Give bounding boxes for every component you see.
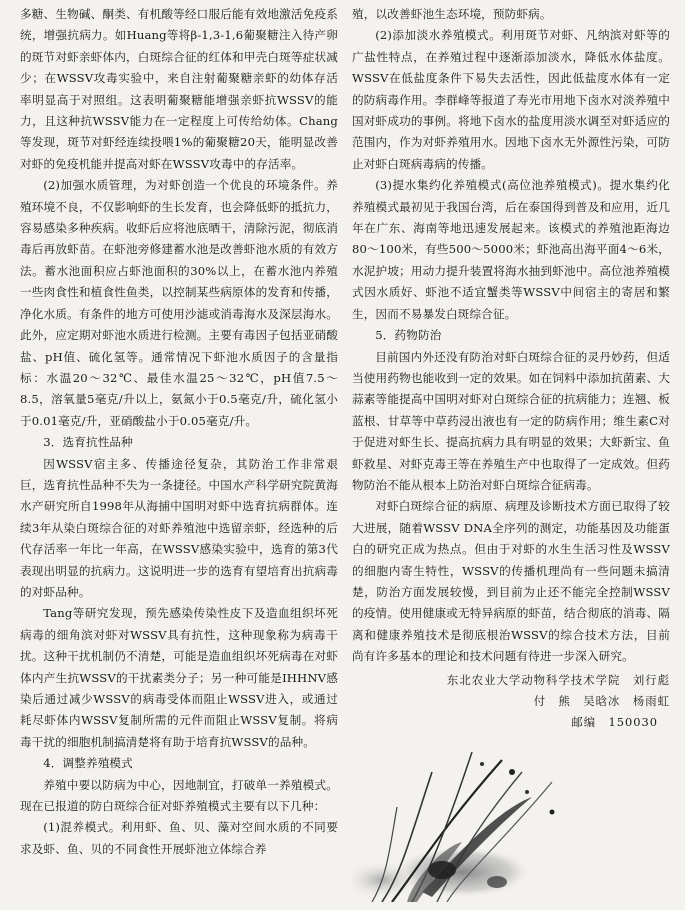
paragraph-polyculture: (1)混养模式。利用虾、鱼、贝、藻对空间水质的不同要求及虾、鱼、贝的不同食性开展虾池立体综合养 (20, 820, 338, 856)
paragraph-drugs: 目前国内外还没有防治对虾白斑综合征的灵丹妙药，但适当使用药物也能收到一定的效果。如在饲料中添加抗菌素、大蒜素等能提高中国明对虾对白斑综合征的抗病能力；连翘、板蓝根、甘草等中草药浸出液也有一定的防病作用；维生素C对于促进对虾生长、提高抗病力具有明显的效果；大虾新宝、鱼虾救星、对虾克毒王等在养殖生产中也取得了一定成效。但药物防治不能从根本上防治对虾白斑综合征病毒。 (352, 349, 670, 492)
author-signature (352, 670, 670, 733)
author-name: 刘行彪 (632, 672, 670, 687)
paragraph-breeding: 因WSSV宿主多、传播途径复杂，其防治工作非常艰巨，选育抗性品种不失为一条捷径。中国水产科学研究院黄海水产研究所自1998年从海捕中国明对虾中选育抗病群体。连续3年从染白斑综合征的对虾养殖池中选留亲虾，经选种的后代存活率一年比一年高，在WSSV感染实验中，选育的第3代表现出明显的抗病力。这说明进一步的选育有望培育出抗病毒的对虾品种。 (20, 456, 338, 599)
section-heading-drugs: 5．药物防治 (375, 328, 442, 343)
postcode: 邮编 150030 (571, 714, 658, 729)
section-heading-breeding: 3．选育抗性品种 (43, 435, 133, 450)
paragraph-virus-interference: Tang等研究发现，预先感染传染性皮下及造血组织坏死病毒的细角滨对虾对WSSV具有抗性，这种现象称为病毒干扰。这种干扰机制仍不清楚，可能是造血组织坏死病毒在对虾体内产生抗WSSV的干扰素类分子；另一种可能是IHHNV感染后通过减少WSSV的病毒受体而阻止WSSV进入，或通过耗尽虾体内WSSV复制所需的元件而阻止WSSV复制。将病毒干扰的细胞机制搞清楚将有助于培育抗WSSV的品种。 (20, 606, 338, 749)
left-column (20, 4, 338, 860)
paragraph-conclusion: 对虾白斑综合征的病原、病理及诊断技术方面已取得了较大进展，随着WSSV DNA全序列的测定，功能基因及功能蛋白的研究正成为热点。但由于对虾的水生生活习性及WSSV的细胞内寄生特性，WSSV的传播机理尚有一些问题未搞清楚，防治方面发展较慢，到目前为止还不能完全控制WSSV的疫情。使用健康或无特异病原的虾苗，结合彻底的消毒、隔离和健康养殖技术是彻底根治WSSV的综合技术方法，目前尚有许多基本的理论和技术问题有待进一步深入研究。 (352, 499, 670, 664)
ink-plant-illustration (352, 752, 670, 902)
affiliation: 东北农业大学动物科学技术学院 (446, 672, 621, 687)
paragraph-water-quality: (2)加强水质管理，为对虾创造一个优良的环境条件。养殖环境不良，不仅影响虾的生长发育，也会降低虾的抵抗力，容易感染多种疾病。收虾后应将池底晒干，清除污泥，彻底消毒后再放虾苗。在虾池旁修建蓄水池是改善虾池水质的有效方法。蓄水池面积应占虾池面积的30%以上，在蓄水池内养殖一些肉食性和植食性鱼类，以控制某些病原体的发育和传播，净化水质。有条件的地方可使用沙滤或消毒海水及深层海水。此外，应定期对虾池水质进行检测。主要有毒因子包括亚硝酸盐、pH值、硫化氢等。通常情况下虾池水质因子的含量指标：水温20～32℃、最佳水温25～32℃，pH值7.5～8.5，溶氧量5毫克/升以上，氨氮小于0.5毫克/升，硫化氢小于0.01毫克/升，亚硝酸盐小于0.05毫克/升。 (20, 178, 338, 428)
co-authors: 付 熊 吴晗冰 杨雨虹 (533, 693, 670, 708)
right-column (352, 4, 670, 733)
section-heading-farming-mode: 4．调整养殖模式 (43, 756, 133, 771)
paragraph-glucan: 多糖、生物碱、酮类、有机酸等经口服后能有效地激活免疫系统，增强抗病力。如Huang等将β-1,3-1,6葡聚糖注入待产卵的斑节对虾亲虾体内，白斑综合征的红体和甲壳白斑等症状减少；在WSSV攻毒实验中，来自注射葡聚糖亲虾的幼体存活率明显高于对照组。这表明葡聚糖能增强亲虾抗WSSV的能力，且这种抗WSSV能力在一定程度上可传给幼体。Chang等发现，斑节对虾经连续投喂1%的葡聚糖20天，能明显改善对虾的免疫机能并提高对虾在WSSV攻毒中的存活率。 (20, 7, 338, 171)
paragraph-freshwater: (2)添加淡水养殖模式。利用斑节对虾、凡纳滨对虾等的广盐性特点，在养殖过程中逐渐添加淡水，降低水体盐度。WSSV在低盐度条件下易失去活性，因此低盐度水体有一定的防病毒作用。李群峰等报道了寿光市用地下卤水对淡养殖中国对虾成功的事例。将地下卤水的盐度用淡水调至对虾适应的范围内，作为对虾养殖用水。因地下卤水无外源性污染，可防止对虾白斑病毒病的传播。 (352, 28, 670, 171)
paragraph-polyculture-cont: 殖，以改善虾池生态环境，预防虾病。 (352, 7, 552, 21)
paragraph-farming-intro: 养殖中要以防病为中心，因地制宜，打破单一养殖模式。现在已报道的防白斑综合征对虾养殖模式主要有以下几种： (20, 777, 338, 814)
paragraph-intensive: (3)提水集约化养殖模式(高位池养殖模式)。提水集约化养殖模式最初见于我国台湾，后在泰国得到普及和应用，近几年在广东、海南等地迅速发展起来。该模式的养殖池距海边80～100米，有些500～5000米；虾池高出海平面4～6米，水泥护坡；用动力提升装置将海水抽到虾池中。高位池养殖模式因水质好、虾池不适宜蟹类等WSSV中间宿主的寄居和繁生，因而不易暴发白斑综合征。 (352, 178, 670, 321)
